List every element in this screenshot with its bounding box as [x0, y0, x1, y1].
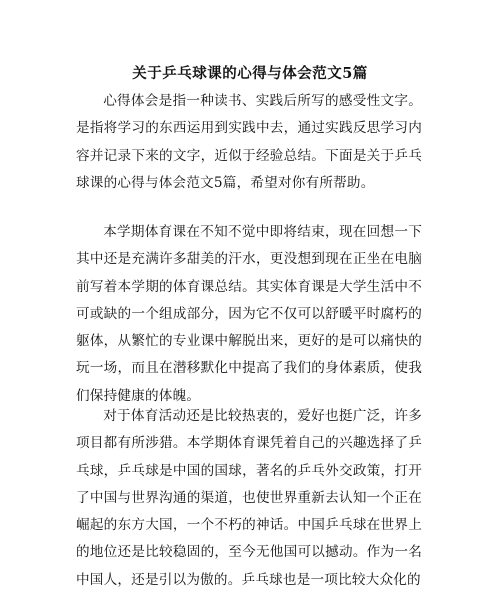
paragraph-semester-summary: 本学期体育课在不知不觉中即将结束，现在回想一下其中还是充满许多甜美的汗水，更没想到现在正坐在电脑前写着本学期的体育课总结。其实体育课是大学生活中不可或缺的一个组成部分，因为它不仅可以舒暖平时腐朽的躯体，从繁忙的专业课中解脱出来，更好的是可以痛快的玩一场，而且在潜移默化中提高了我们的身体素质，使我们保持健康的体魄。	[76, 224, 422, 404]
paragraph-table-tennis: 对于体育活动还是比较热衷的，爱好也挺广泛，许多项目都有所涉猎。本学期体育课凭着自己的兴趣选择了乒乓球，乒乓球是中国的国球，著名的乒乓外交政策，打开了中国与世界沟通的渠道，也使世界重新去认知一个正在崛起的东方大国，一个不朽的神话。中国乒乓球在世界上的地位还是比较稳固的，至今无他国可以撼动。作为一名中国人，还是引以为傲的。乒乓球也是一项比较大众化的	[76, 408, 422, 588]
document-title: 关于乒乓球课的心得与体会范文5篇	[132, 65, 368, 82]
paragraph-intro: 心得体会是指一种读书、实践后所写的感受性文字。是指将学习的东西运用到实践中去，通过实践反思学习内容并记录下来的文字，近似于经验总结。下面是关于乒乓球课的心得与体会范文5篇，希望对你有所帮助。	[76, 93, 422, 191]
